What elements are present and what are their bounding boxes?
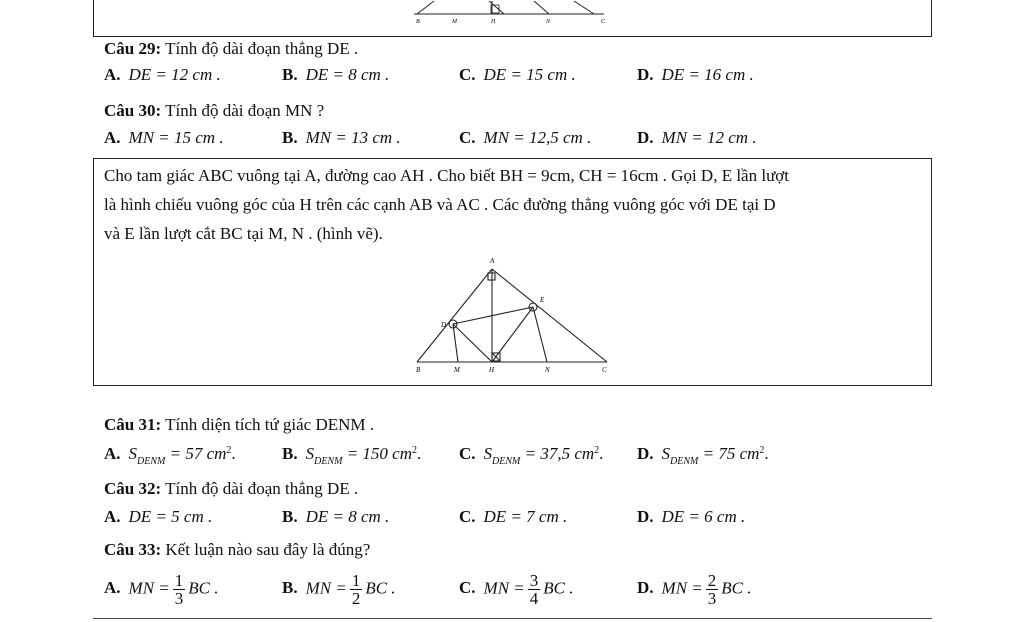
option-30-c[interactable]: C. MN = 12,5 cm .	[459, 128, 592, 147]
question-33	[104, 540, 370, 560]
fraction: $\frac{3}{4}$	[529, 571, 539, 608]
label-e: E	[540, 296, 545, 304]
option-33-b[interactable]: B. MN = $\frac{1}{2}$ BC .	[282, 571, 396, 608]
label-d: D	[441, 321, 447, 329]
option-32-b[interactable]: B. DE = 8 cm .	[282, 507, 390, 526]
question-31-label: Câu 31:	[104, 415, 162, 434]
option-29-b[interactable]: B. DE = 8 cm .	[282, 65, 390, 84]
option-30-b[interactable]: B. MN = 13 cm .	[282, 128, 401, 147]
option-30-a[interactable]: A. MN = 15 cm .	[104, 128, 224, 147]
previous-figure-box	[93, 0, 932, 37]
label-a: A	[490, 257, 495, 265]
question-32-text: Tính độ dài đoạn thẳng DE .	[165, 479, 359, 498]
option-32-c[interactable]: C. DE = 7 cm .	[459, 507, 568, 526]
option-31-b[interactable]: B. $S_{DENM} = 150$ $cm^2$.	[282, 444, 422, 467]
label-n: N	[545, 366, 550, 374]
option-31-d[interactable]: D. $S_{DENM} = 75$ $cm^2$.	[637, 444, 769, 467]
label-h-top: H	[491, 19, 496, 25]
option-29-d[interactable]: D. DE = 16 cm .	[637, 65, 754, 84]
label-m: M	[454, 366, 460, 374]
label-b: B	[416, 366, 421, 374]
question-33-label: Câu 33:	[104, 540, 162, 559]
option-30-d[interactable]: D. MN = 12 cm .	[637, 128, 757, 147]
problem-line-1: Cho tam giác ABC vuông tại A, đường cao AH . Cho biết BH = 9cm, CH = 16cm . Gọi D, E lần lượt	[104, 166, 790, 185]
fraction: $\frac{2}{3}$	[707, 571, 717, 608]
triangle-figure	[400, 255, 640, 380]
option-29-a[interactable]: A. DE = 12 cm .	[104, 65, 221, 84]
question-30-label: Câu 30:	[104, 101, 162, 120]
question-29-text: Tính độ dài đoạn thẳng DE .	[165, 39, 359, 58]
fraction: $\frac{1}{3}$	[174, 571, 184, 608]
label-c: C	[602, 366, 607, 374]
problem-line-3: và E lần lượt cắt BC tại M, N . (hình vẽ).	[104, 224, 383, 243]
option-33-c[interactable]: C. MN = $\frac{3}{4}$ BC .	[459, 571, 574, 608]
question-30	[104, 101, 324, 121]
question-31	[104, 415, 374, 435]
option-29-c[interactable]: C. DE = 15 cm .	[459, 65, 576, 84]
question-29-label: Câu 29:	[104, 39, 162, 58]
problem-line-2: là hình chiếu vuông góc của H trên các cạnh AB và AC . Các đường thẳng vuông góc với DE tại D	[104, 195, 776, 214]
option-31-c[interactable]: C. $S_{DENM} = 37,5$ $cm^2$.	[459, 444, 604, 467]
label-h: H	[489, 366, 495, 374]
question-30-text: Tính độ dài đoạn MN ?	[165, 101, 325, 120]
next-box-top-edge	[93, 618, 932, 619]
label-m-top: M	[452, 19, 457, 25]
option-33-a[interactable]: A. MN = $\frac{1}{3}$ BC .	[104, 571, 219, 608]
question-31-text: Tính diện tích tứ giác DENM .	[165, 415, 375, 434]
option-33-d[interactable]: D. MN = $\frac{2}{3}$ BC .	[637, 571, 752, 608]
problem-statement	[104, 161, 924, 248]
question-33-text: Kết luận nào sau đây là đúng?	[165, 540, 371, 559]
label-n-top: N	[546, 19, 551, 25]
option-32-d[interactable]: D. DE = 6 cm .	[637, 507, 746, 526]
option-31-a[interactable]: A. $S_{DENM} = 57$ $cm^2$.	[104, 444, 236, 467]
label-c-top: C	[601, 19, 606, 25]
fraction: $\frac{1}{2}$	[351, 571, 361, 608]
question-32	[104, 479, 358, 499]
question-32-label: Câu 32:	[104, 479, 162, 498]
label-b-top: B	[416, 19, 420, 25]
option-32-a[interactable]: A. DE = 5 cm .	[104, 507, 213, 526]
question-29	[104, 39, 358, 59]
previous-figure-fragment	[94, 0, 933, 38]
